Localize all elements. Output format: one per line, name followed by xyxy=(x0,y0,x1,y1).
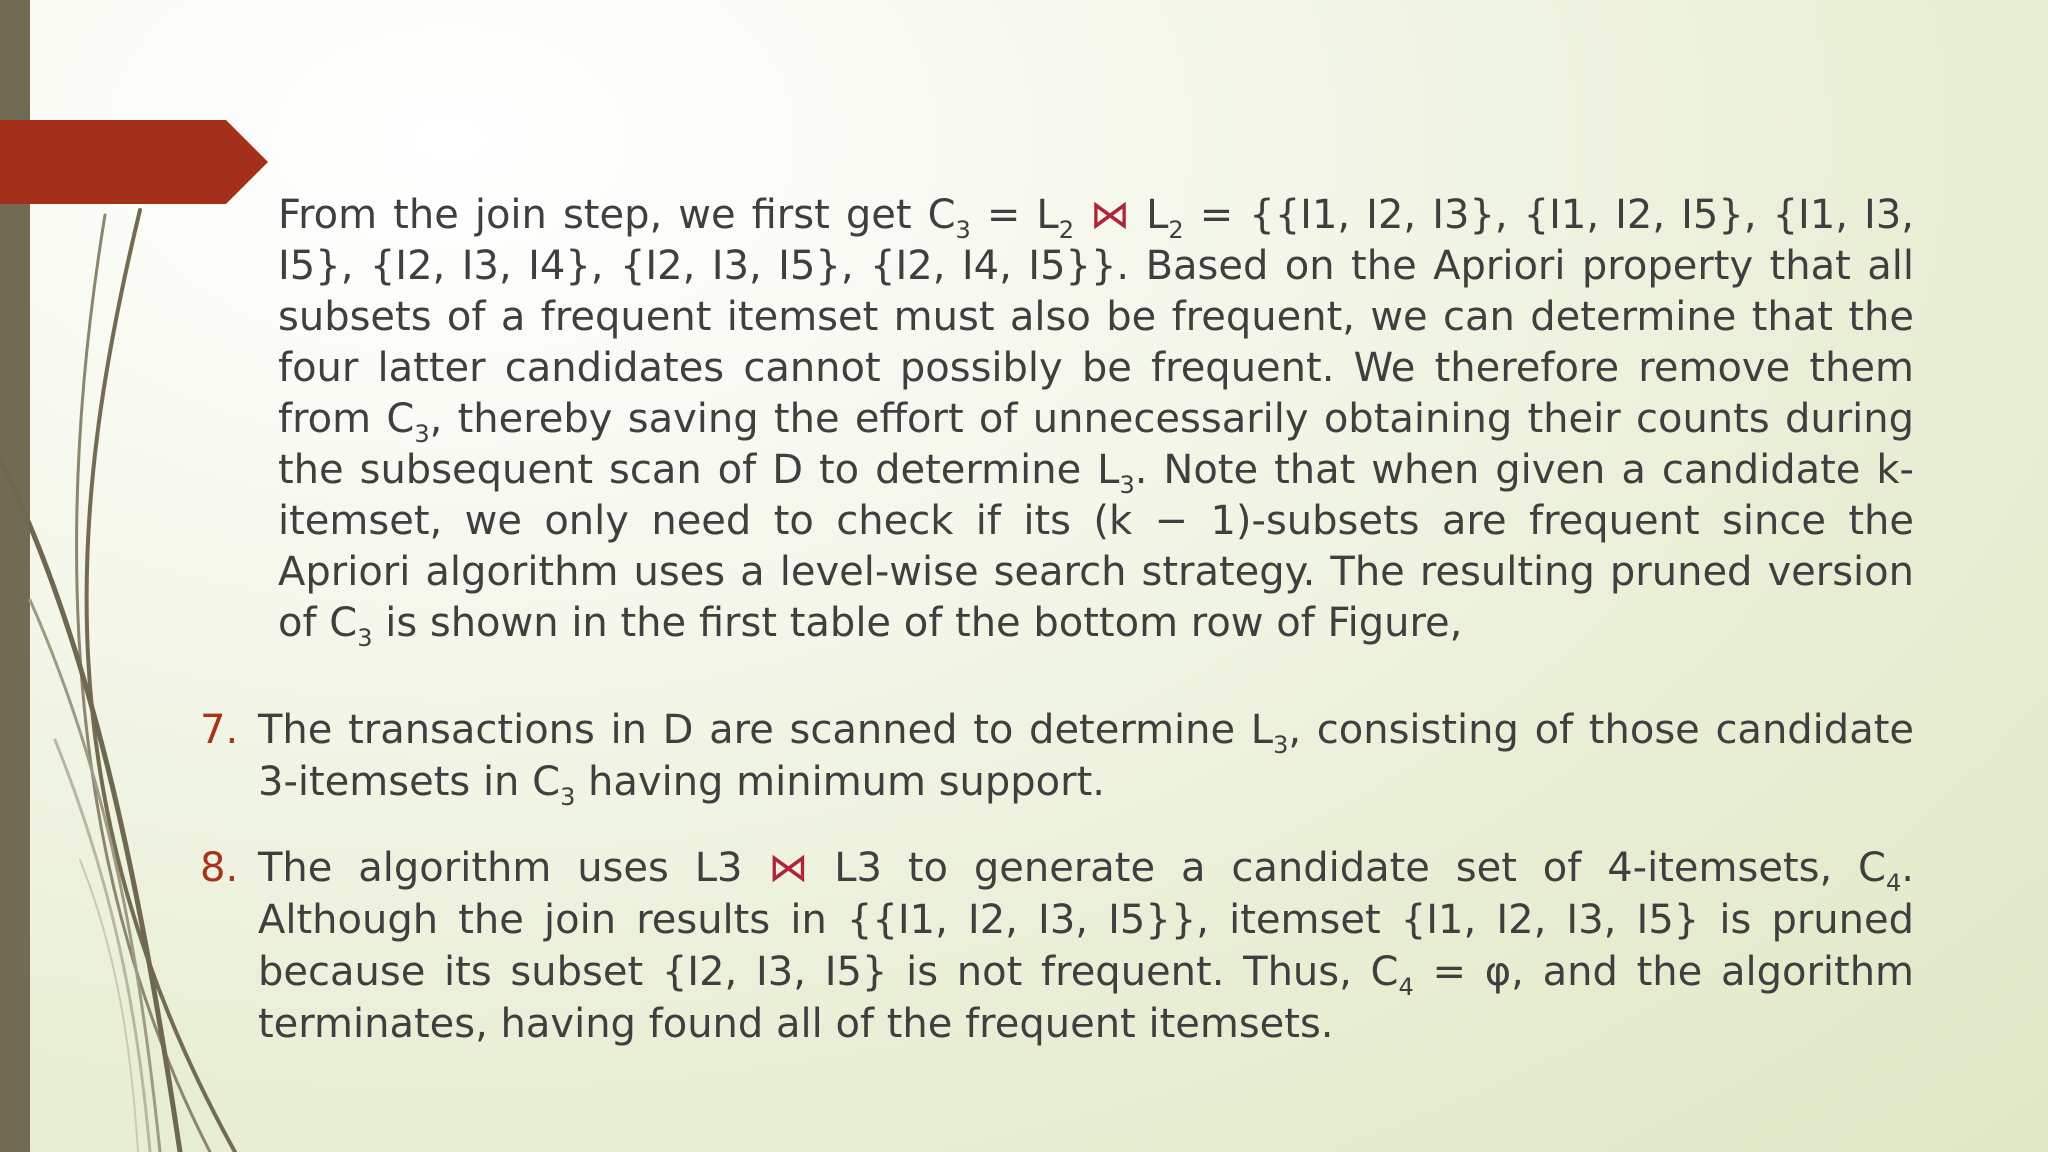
paragraph-join-step: From the join step, we first get $C_3 = L_2$ ⋈ $L_2 = \{\{I1$, I2, I3}, {I1, I2, I5}, {I1, I3, I5}, {I2, I3, I4}, {I2, I3, I5}, {I2, I4, I5}}. Based on the Apriori property that all subsets of a frequent itemset must also be frequent, we can determine that the four latter candidates cannot possibly be frequent. We therefore remove them from $C_3$, thereby saving the effort of unnecessarily obtaining their counts during the subsequent scan of D to determine $L_3$. Note that when given a candidate k-itemset, we only need to check if its (k − 1)-subsets are frequent since the Apriori algorithm uses a level-wise search strategy. The resulting pruned version of $C_3$ is shown in the first table of the bottom row of Figure, xyxy=(278,192,1915,652)
join-symbol-icon: ⋈ xyxy=(1090,192,1131,238)
list-item-7: 7. The transactions in D are scanned to determine $L_3$, consisting of those candidate 3-itemsets in $C_3$ having minimum support. xyxy=(258,704,1914,808)
list-number: 7. xyxy=(200,707,239,753)
join-symbol-icon: ⋈ xyxy=(768,845,809,891)
list-number: 8. xyxy=(200,845,239,891)
list-item-8: 8. The algorithm uses L3 ⋈ L3 to generate a candidate set of 4-itemsets, $C_4$. Although the join results in {{I1, I2, I3, I5}}, itemset {I1, I2, I3, I5} is pruned because its subset {I2, I3, I5} is not frequent. Thus, $C_4 = \varphi$, and the algorithm terminates, having found all of the frequent itemsets. xyxy=(258,842,1914,1050)
